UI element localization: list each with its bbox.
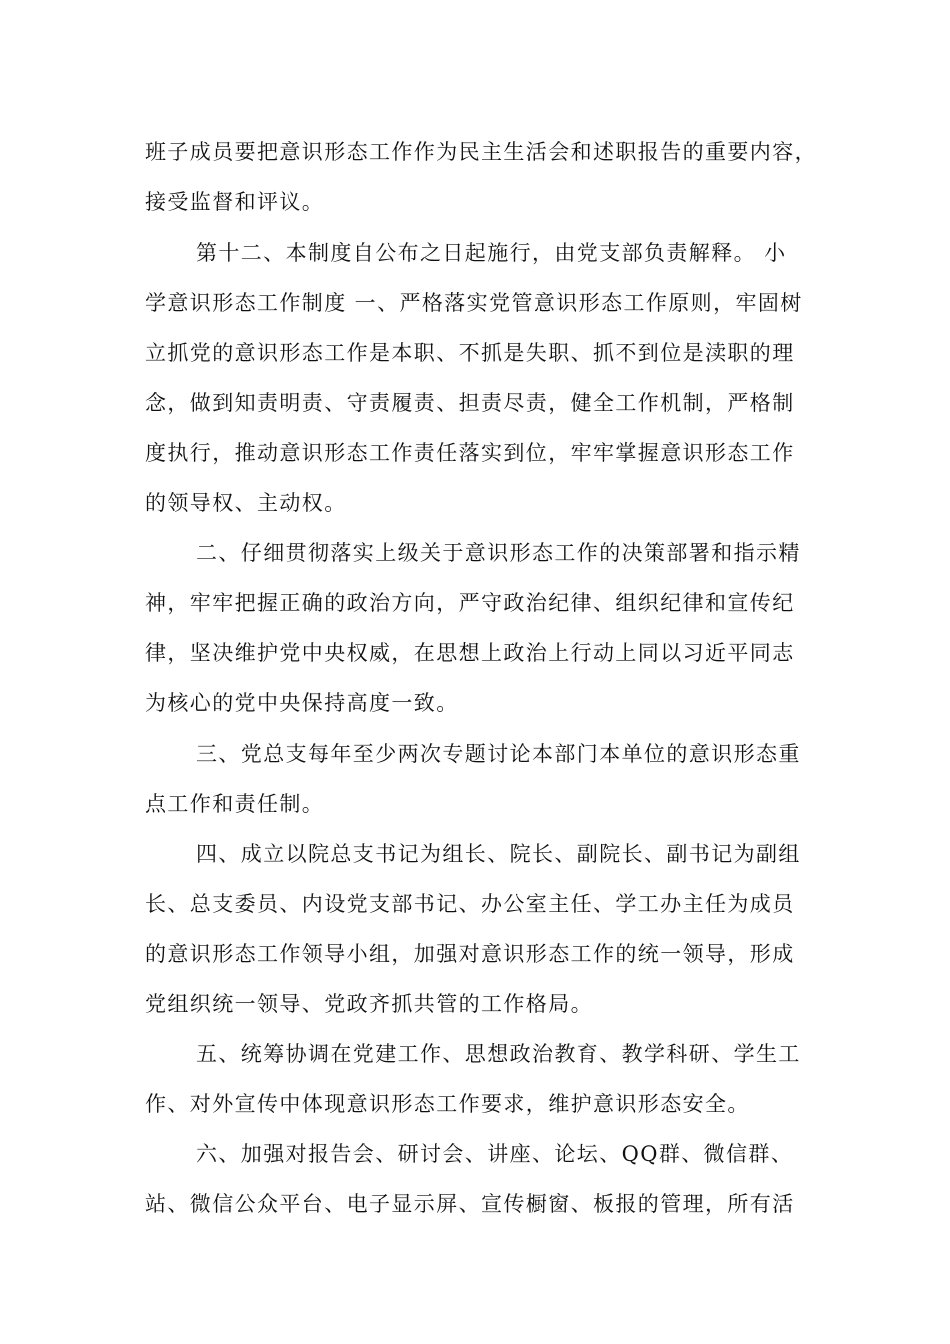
text-line: 接受监督和评议。 [145,190,325,214]
paragraph-start-line: 四、成立以院总支书记为组长、院长、副院长、副书记为副组 [196,842,801,866]
text-line: 度执行，推动意识形态工作责任落实到位，牢牢掌握意识形态工作 [145,441,795,465]
text-line: 的领导权、主动权。 [145,491,347,515]
paragraph-start-line: 六、加强对报告会、研讨会、讲座、论坛、QQ群、微信群、 [196,1142,794,1166]
text-line: 长、总支委员、内设党支部书记、办公室主任、学工办主任为成员 [145,892,795,916]
paragraph-start-line: 三、党总支每年至少两次专题讨论本部门本单位的意识形态重 [196,742,801,766]
text-line: 律，坚决维护党中央权威，在思想上政治上行动上同以习近平同志 [145,641,795,665]
text-line: 的意识形态工作领导小组，加强对意识形态工作的统一领导，形成 [145,942,795,966]
text-line: 立抓党的意识形态工作是本职、不抓是失职、抓不到位是渎职的理 [145,341,795,365]
text-line: 班子成员要把意识形态工作作为民主生活会和述职报告的重要内容， [145,140,817,164]
text-line: 学意识形态工作制度 一、严格落实党管意识形态工作原则，牢固树 [145,291,803,315]
text-line: 念，做到知责明责、守责履责、担责尽责，健全工作机制，严格制 [145,391,795,415]
text-line: 站、微信公众平台、电子显示屏、宣传橱窗、板报的管理，所有活 [145,1192,795,1216]
text-line: 为核心的党中央保持高度一致。 [145,691,459,715]
text-line: 作、对外宣传中体现意识形态工作要求，维护意识形态安全。 [145,1092,750,1116]
text-line: 点工作和责任制。 [145,792,325,816]
paragraph-start-line: 第十二、本制度自公布之日起施行，由党支部负责解释。 小 [196,241,787,265]
text-line: 神，牢牢把握正确的政治方向，严守政治纪律、组织纪律和宣传纪 [145,591,795,615]
paragraph-start-line: 五、统筹协调在党建工作、思想政治教育、教学科研、学生工 [196,1042,801,1066]
text-line: 党组织统一领导、党政齐抓共管的工作格局。 [145,992,593,1016]
paragraph-start-line: 二、仔细贯彻落实上级关于意识形态工作的决策部署和指示精 [196,541,801,565]
